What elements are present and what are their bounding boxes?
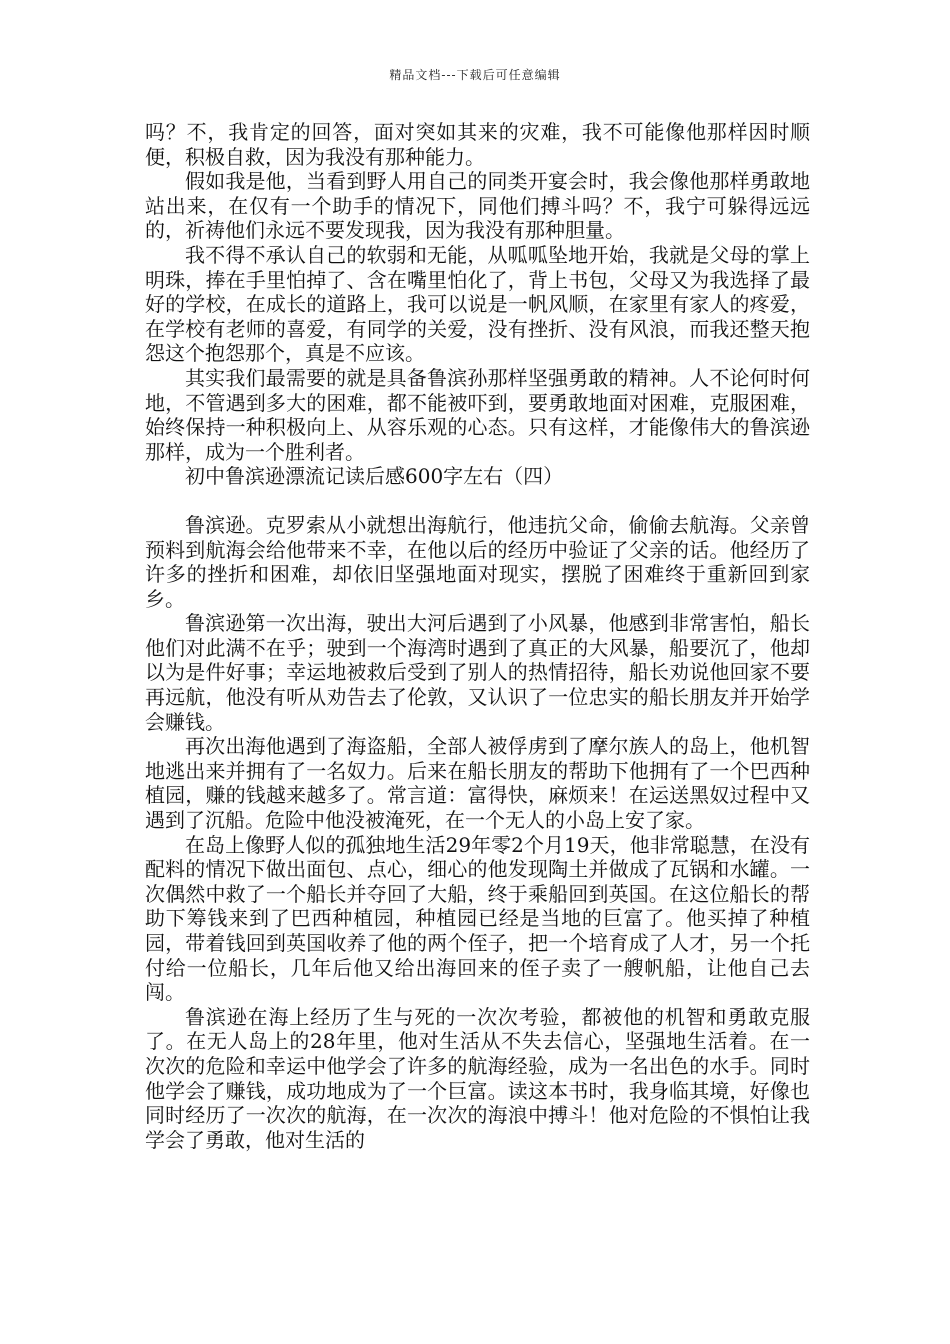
section-spacer (145, 489, 810, 513)
paragraph: 我不得不承认自己的软弱和无能，从呱呱坠地开始，我就是父母的掌上明珠，捧在手里怕掉了、含在嘴里怕化了，背上书包，父母又为我选择了最好的学校，在成长的道路上，我可以说是一帆风顺，在家里有家人的疼爱，在学校有老师的喜爱，有同学的关爱，没有挫折、没有风浪，而我还整天抱怨这个抱怨那个，真是不应该。 (145, 242, 810, 366)
paragraph: 鲁滨逊在海上经历了生与死的一次次考验，都被他的机智和勇敢克服了。在无人岛上的28年里，他对生活从不失去信心，坚强地生活着。在一次次的危险和幸运中他学会了许多的航海经验，成为一名出色的水手。同时他学会了赚钱，成功地成为了一个巨富。读这本书时，我身临其境，好像也同时经历了一次次的航海，在一次次的海浪中搏斗！他对危险的不惧怕让我学会了勇敢，他对生活的 (145, 1004, 810, 1152)
paragraph: 假如我是他，当看到野人用自己的同类开宴会时，我会像他那样勇敢地站出来，在仅有一个助手的情况下，同他们搏斗吗？不，我宁可躲得远远的，祈祷他们永远不要发现我，因为我没有那种胆量。 (145, 169, 810, 243)
page-header: 精品文档---下载后可任意编辑 (389, 68, 561, 82)
paragraph: 再次出海他遇到了海盗船，全部人被俘虏到了摩尔族人的岛上，他机智地逃出来并拥有了一名奴力。后来在船长朋友的帮助下他拥有了一个巴西种植园，赚的钱越来越多了。常言道：富得快，麻烦来！在运送黑奴过程中又遇到了沉船。危险中他没被淹死，在一个无人的小岛上安了家。 (145, 734, 810, 833)
section-title: 初中鲁滨逊漂流记读后感600字左右（四） (185, 464, 564, 489)
paragraph: 鲁滨逊第一次出海，驶出大河后遇到了小风暴，他感到非常害怕，船长他们对此满不在乎；驶到一个海湾时遇到了真正的大风暴，船要沉了，他却以为是件好事；幸运地被救后受到了别人的热情招待，船长劝说他回家不要再远航，他没有听从劝告去了伦敦，又认识了一位忠实的船长朋友并开始学会赚钱。 (145, 611, 810, 734)
document-body (145, 120, 810, 1152)
paragraph: 其实我们最需要的就是具备鲁滨孙那样坚强勇敢的精神。人不论何时何地，不管遇到多大的困难，都不能被吓到，要勇敢地面对困难，克服困难，始终保持一种积极向上、从容乐观的心态。只有这样，才能像伟大的鲁滨逊那样，成为一个胜利者。 (145, 365, 810, 464)
paragraph: 在岛上像野人似的孤独地生活29年零2个月19天，他非常聪慧，在没有配料的情况下做出面包、点心，细心的他发现陶土并做成了瓦锅和水罐。一次偶然中救了一个船长并夺回了大船，终于乘船回到英国。在这位船长的帮助下筹钱来到了巴西种植园，种植园已经是当地的巨富了。他买掉了种植园，带着钱回到英国收养了他的两个侄子，把一个培育成了人才，另一个托付给一位船长，几年后他又给出海回来的侄子卖了一艘帆船，让他自己去闯。 (145, 832, 810, 1005)
paragraph: 鲁滨逊。克罗索从小就想出海航行，他违抗父命，偷偷去航海。父亲曾预料到航海会给他带来不幸，在他以后的经历中验证了父亲的话。他经历了许多的挫折和困难，却依旧坚强地面对现实，摆脱了困难终于重新回到家乡。 (145, 512, 810, 611)
paragraph: 吗？不，我肯定的回答，面对突如其来的灾难，我不可能像他那样因时顺便，积极自救，因为我没有那种能力。 (145, 120, 810, 169)
